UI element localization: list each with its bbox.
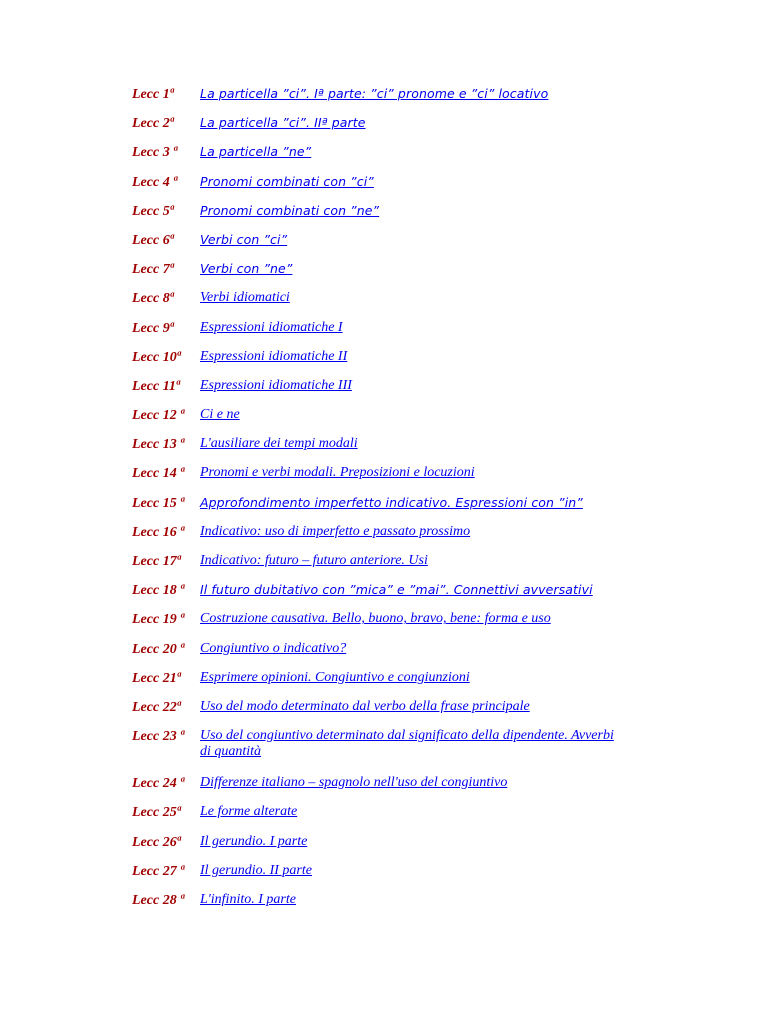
lesson-link[interactable]: L'infinito. I parte [200,891,296,907]
lesson-row [132,144,732,173]
lesson-row [132,582,732,611]
lesson-number: Lecc 14 ª [132,466,184,482]
lesson-link[interactable]: Pronomi combinati con ”ci” [200,173,374,189]
lesson-number: Lecc 22ª [132,699,181,715]
lesson-link[interactable]: Approfondimento imperfetto indicativo. Espressioni con ”in” [200,494,583,510]
lesson-row [132,670,732,699]
lesson-row [132,834,732,863]
lesson-number: Lecc 1ª [132,87,174,102]
lesson-number: Lecc 20 ª [132,641,184,657]
lesson-number: Lecc 17ª [132,554,181,569]
lesson-row [132,407,732,436]
lesson-link[interactable]: Il gerundio. II parte [200,862,312,878]
lesson-row [132,641,732,670]
lesson-number: Lecc 2ª [132,116,174,132]
lesson-row [132,465,732,494]
lesson-row [132,611,732,640]
lesson-number: Lecc 5ª [132,203,174,219]
lesson-row [132,728,732,775]
lesson-link[interactable]: L'ausiliare dei tempi modali [200,436,358,452]
lesson-number: Lecc 28 ª [132,892,184,908]
lesson-link[interactable]: Verbi idiomatici [200,290,290,306]
lesson-number: Lecc 16 ª [132,524,184,540]
lesson-link[interactable]: Il futuro dubitativo con ”mica” e ”mai”. Connettivi avversativi [200,582,593,598]
lesson-link[interactable]: Espressioni idiomatiche III [200,377,352,393]
lesson-link[interactable]: Verbi con ”ci” [200,231,288,247]
lesson-row [132,775,732,804]
lesson-row [132,320,732,349]
lesson-row [132,804,732,833]
lesson-row [132,699,732,728]
lesson-row [132,174,732,203]
lesson-link[interactable]: Uso del modo determinato dal verbo della frase principale [200,698,530,714]
lesson-link[interactable]: Indicativo: uso di imperfetto e passato prossimo [200,523,471,539]
lesson-link[interactable]: Costruzione causativa. Bello, buono, bravo, bene: forma e uso [200,611,551,627]
lesson-row [132,232,732,261]
lesson-number: Lecc 6ª [132,232,174,248]
lesson-number: Lecc 27 ª [132,863,184,879]
lesson-row [132,290,732,319]
lesson-link[interactable]: Pronomi e verbi modali. Preposizioni e locuzioni [200,465,475,481]
lesson-number: Lecc 9ª [132,320,174,336]
lesson-number: Lecc 3 ª [132,145,177,161]
lesson-link[interactable]: Indicativo: futuro – futuro anteriore. Usi [200,553,428,568]
lesson-number: Lecc 7ª [132,262,174,278]
lesson-number: Lecc 15 ª [132,495,184,511]
lesson-number: Lecc 18 ª [132,583,184,599]
lesson-link[interactable]: La particella ”ci”. IIª parte [200,115,366,131]
lesson-number: Lecc 24 ª [132,776,184,792]
lesson-number: Lecc 11ª [132,378,180,394]
lesson-number: Lecc 13 ª [132,437,184,453]
lesson-number: Lecc 26ª [132,834,181,850]
lesson-row [132,378,732,407]
lesson-row [132,524,732,553]
lesson-link[interactable]: Il gerundio. I parte [200,833,308,849]
lesson-number: Lecc 10ª [132,349,181,365]
lesson-link[interactable]: Congiuntivo o indicativo? [200,640,347,656]
lesson-link[interactable]: Le forme alterate [200,804,298,820]
lesson-link[interactable]: Uso del congiuntivo determinato dal significato della dipendente. Avverbi di quantità [200,728,614,760]
lesson-link[interactable]: Esprimere opinioni. Congiuntivo e congiunzioni [200,669,470,685]
lesson-link[interactable]: La particella ”ne” [200,144,312,160]
lesson-link[interactable]: Ci e ne [200,407,240,423]
lesson-link[interactable]: Espressioni idiomatiche II [200,348,348,364]
lesson-number: Lecc 21ª [132,670,181,686]
lesson-number: Lecc 25ª [132,805,181,821]
lesson-number: Lecc 23 ª [132,729,184,745]
lesson-row [132,892,732,921]
lesson-row [132,115,732,144]
lesson-row [132,86,732,115]
lesson-row [132,203,732,232]
lesson-number: Lecc 8ª [132,291,174,307]
lesson-row [132,495,732,524]
lesson-link[interactable]: Differenze italiano – spagnolo nell'uso del congiuntivo [200,775,508,791]
lesson-row [132,349,732,378]
lesson-number: Lecc 19 ª [132,612,184,628]
lesson-row [132,553,732,582]
lesson-link[interactable]: Verbi con ”ne” [200,261,293,277]
lesson-row [132,261,732,290]
lesson-index [132,86,732,921]
lesson-link[interactable]: Pronomi combinati con ”ne” [200,202,380,218]
lesson-row [132,863,732,892]
lesson-number: Lecc 4 ª [132,174,177,190]
lesson-link[interactable]: Espressioni idiomatiche I [200,319,343,335]
lesson-row [132,436,732,465]
lesson-number: Lecc 12 ª [132,408,184,424]
lesson-link[interactable]: La particella ”ci”. Iª parte: ”ci” pronome e ”ci” locativo [200,86,549,101]
